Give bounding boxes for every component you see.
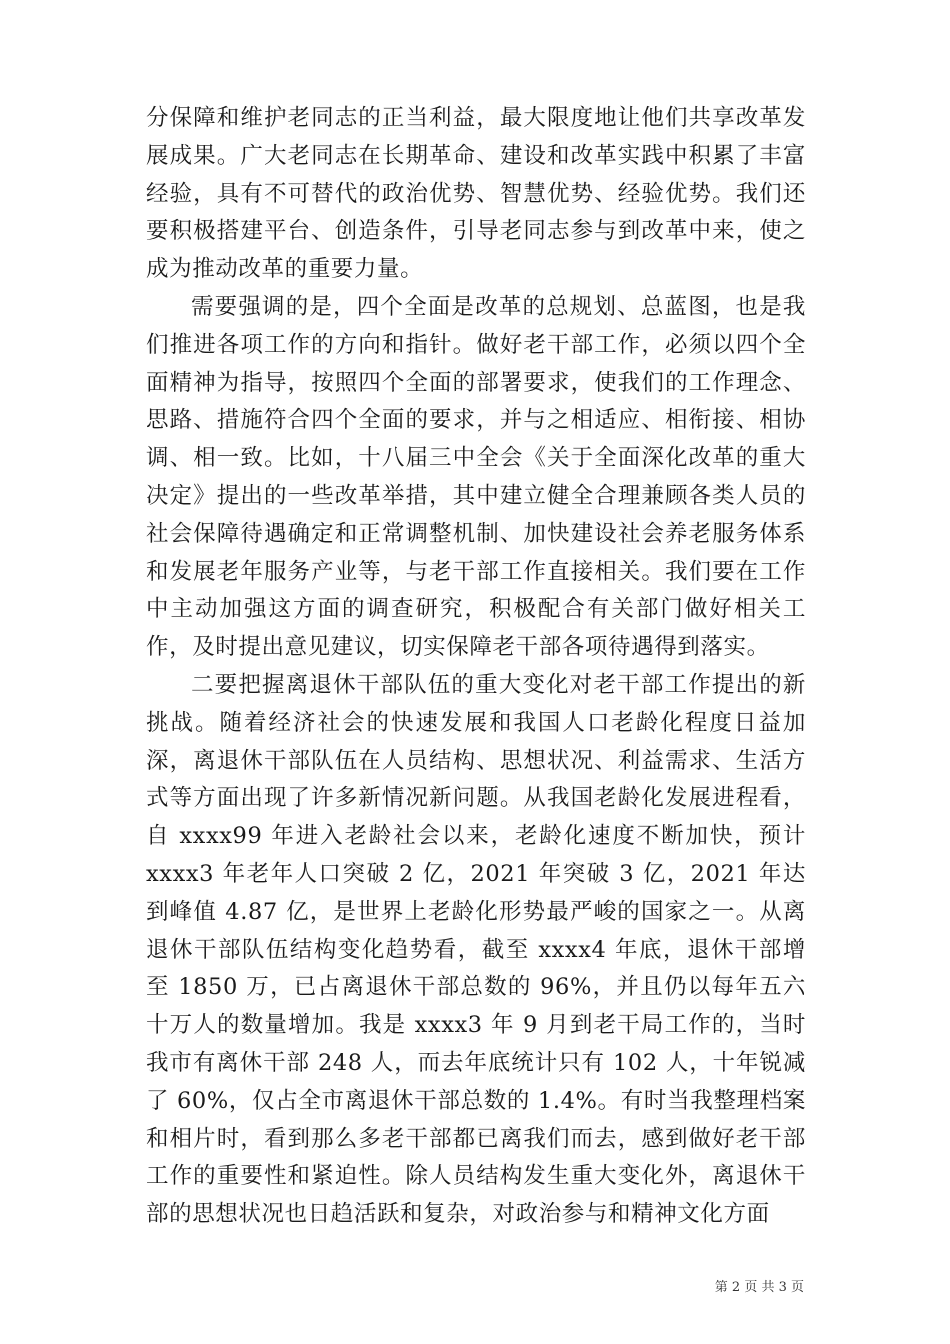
page-number-footer: 第 2 页 共 3 页 — [714, 1280, 804, 1295]
paragraph-3: 二要把握离退休干部队伍的重大变化对老干部工作提出的新挑战。随着经济社会的快速发展和我国人口老龄化程度日益加深，离退休干部队伍在人员结构、思想状况、利益需求、生活方式等方面出现了许多新情况新问题。从我国老龄化发展进程看，自 xxxx99 年进入老龄社会以来，老龄化速度不断加快，预计 xxxx3 年老年人口突破 2 亿，2021 年突破 3 亿，2021 年达到峰值 4.87 亿，是世界上老龄化形势最严峻的国家之一。从离退休干部队伍结构变化趋势看，截至 xxxx4 年底，退休干部增至 1850 万，已占离退休干部总数的 96%，并且仍以每年五六十万人的数量增加。我是 xxxx3 年 9 月到老干局工作的，当时我市有离休干部 248 人，而去年底统计只有 102 人，十年锐减了 60%，仅占全市离退休干部总数的 1.4%。有时当我整理档案和相片时，看到那么多老干部都已离我们而去，感到做好老干部工作的重要性和紧迫性。除人员结构发生重大变化外，离退休干部的思想状况也日趋活跃和复杂，对政治参与和精神文化方面 — [146, 671, 806, 1228]
paragraph-1: 分保障和维护老同志的正当利益，最大限度地让他们共享改革发展成果。广大老同志在长期革命、建设和改革实践中积累了丰富经验，具有不可替代的政治优势、智慧优势、经验优势。我们还要积极搭建平台、创造条件，引导老同志参与到改革中来，使之成为推动改革的重要力量。 — [146, 105, 806, 283]
paragraph-2: 需要强调的是，四个全面是改革的总规划、总蓝图，也是我们推进各项工作的方向和指针。做好老干部工作，必须以四个全面精神为指导，按照四个全面的部署要求，使我们的工作理念、思路、措施符合四个全面的要求，并与之相适应、相衔接、相协调、相一致。比如，十八届三中全会《关于全面深化改革的重大决定》提出的一些改革举措，其中建立健全合理兼顾各类人员的社会保障待遇确定和正常调整机制、加快建设社会养老服务体系和发展老年服务产业等，与老干部工作直接相关。我们要在工作中主动加强这方面的调查研究，积极配合有关部门做好相关工作，及时提出意见建议，切实保障老干部各项待遇得到落实。 — [146, 293, 806, 661]
document-body — [146, 100, 806, 1234]
